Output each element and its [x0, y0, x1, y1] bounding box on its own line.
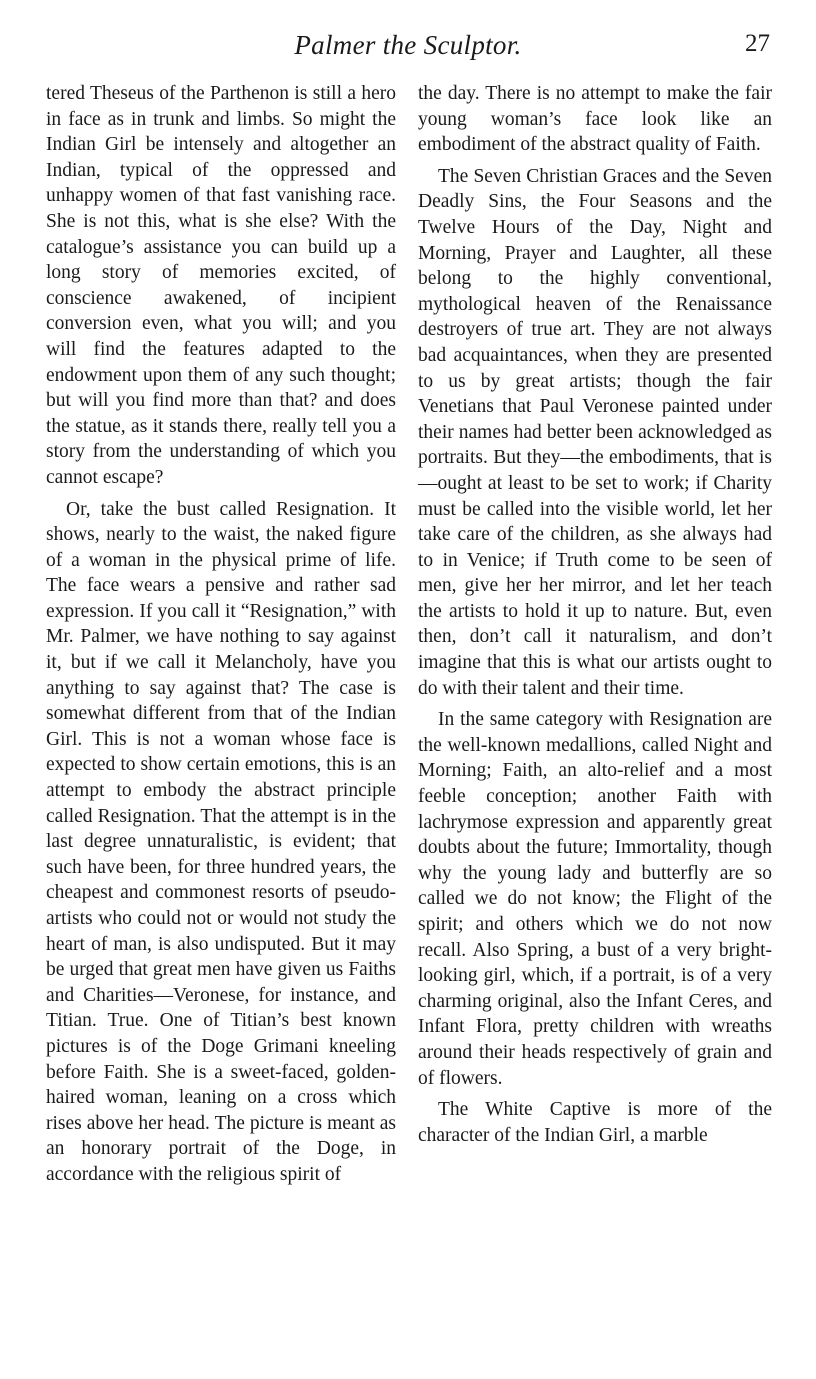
running-head	[46, 30, 770, 64]
paragraph: In the same category with Resignation are the well-known medallions, called Night and Morning; Faith, an alto-relief and a most feeble conception; another Faith with lachrymose expression and apparently great doubts about the future; Immortality, though why the young lady and butterfly are so called we do not know; the Flight of the spirit; and others which we do not now recall. Also Spring, a bust of a very bright-looking girl, which, if a portrait, is of a very charming original, also the Infant Ceres, and Infant Flora, pretty children with wreaths around their heads respectively of grain and of flowers.	[418, 709, 772, 1089]
page-number: 27	[745, 30, 770, 57]
left-column	[46, 81, 396, 1194]
running-title: Palmer the Sculptor.	[294, 30, 522, 60]
paragraph: Or, take the bust called Resignation. It shows, nearly to the waist, the naked figure of a woman in the physical prime of life. The face wears a pensive and rather sad expression. If you call it “Resignation,” with Mr. Palmer, we have nothing to say against it, but if we call it Melancholy, have you anything to say against that? The case is somewhat different from that of the Indian Girl. This is not a woman whose face is expected to show certain emotions, this is an attempt to embody the abstract principle called Resignation. That the attempt is in the last degree unnaturalistic, is evident; that such have been, for three hundred years, the cheapest and commonest resorts of pseudo-artists who could not or would not study the heart of man, is also undisputed. But it may be urged that great men have given us Faiths and Charities—Veronese, for instance, and Titian. True. One of Titian’s best known pictures is of the Doge Grimani kneeling before Faith. She is a sweet-faced, golden-haired woman, leaning on a cross which rises above her head. The picture is meant as an honorary portrait of the Doge, in accordance with the religious spirit of	[46, 498, 396, 1185]
paragraph: The Seven Christian Graces and the Seven Deadly Sins, the Four Seasons and the Twelve Hours of the Day, Night and Morning, Prayer and Laughter, all these belong to the highly conventional, mythological heaven of the Renaissance destroyers of true art. They are not always bad acquaintances, when they are presented to us by great artists; though the fair Venetians that Paul Veronese painted under their names had better been acknowledged as portraits. But they—the embodiments, that is—ought at least to be set to work; if Charity must be called into the visible world, let her take care of the children, as she always had to in Venice; if Truth come to be seen of men, give her her mirror, and let her teach the artists to hold it up to nature. But, even then, don’t call it naturalism, and don’t imagine that this is what our artists ought to do with their talent and their time.	[418, 165, 772, 699]
paragraph: tered Theseus of the Parthenon is still a hero in face as in trunk and limbs. So might the Indian Girl be intensely and altogether an Indian, typical of the oppressed and unhappy women of that fast vanishing race. She is not this, what is she else? With the catalogue’s assistance you can build up a long story of memories excited, of conscience awakened, of incipient conversion even, what you will; and you will find the features adapted to the endowment upon them of any such thought; but will you find more than that? and does the statue, as it stands there, really tell you a story from the understanding of which you cannot escape?	[46, 83, 396, 488]
right-column	[418, 81, 772, 1154]
paragraph: the day. There is no attempt to make the fair young woman’s face look like an embodiment of the abstract quality of Faith.	[418, 83, 772, 156]
paragraph: The White Captive is more of the character of the Indian Girl, a marble	[418, 1099, 772, 1146]
